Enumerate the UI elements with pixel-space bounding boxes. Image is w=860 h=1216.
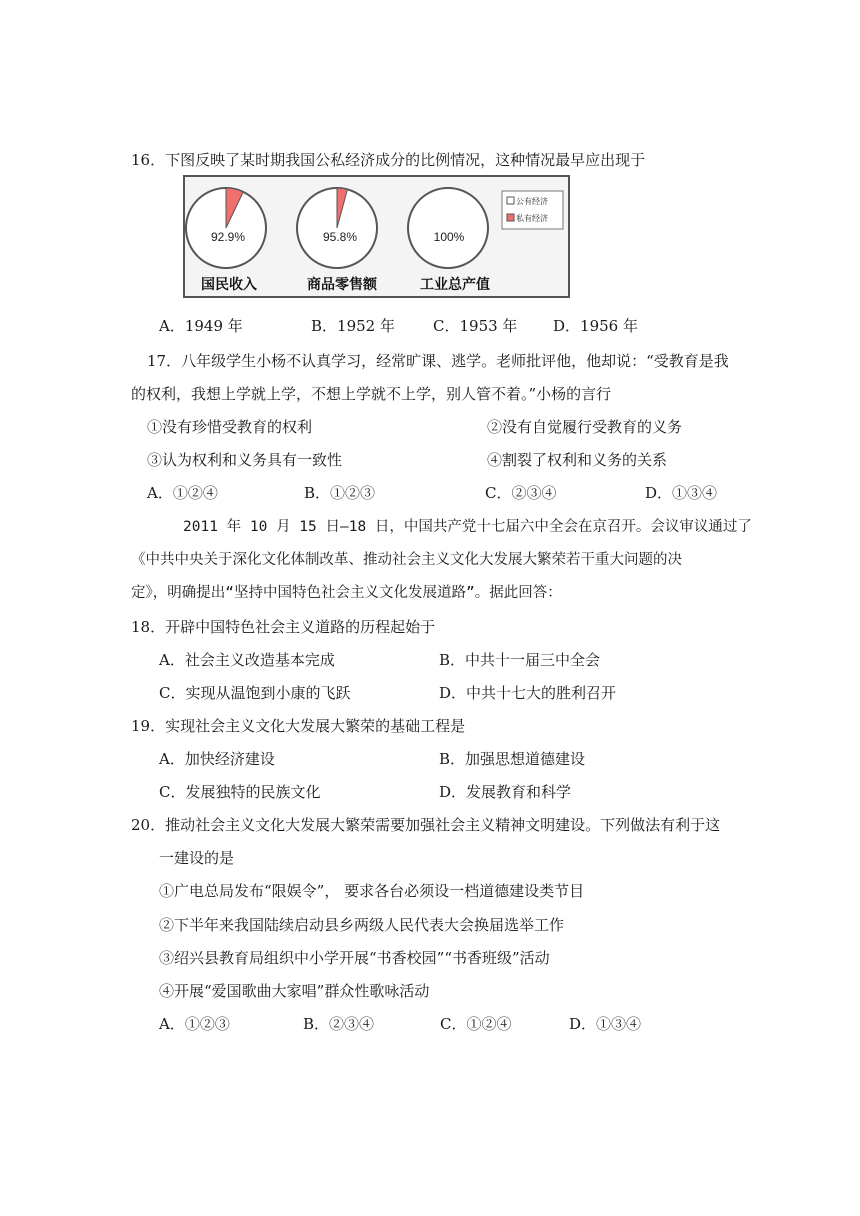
passage-line1: 2011 年 10 月 15 日—18 日，中国共产党十七届六中全会在京召开。会议审议通过了: [183, 519, 752, 535]
q16-stem: 16．下图反映了某时期我国公私经济成分的比例情况，这种情况最早应出现于: [131, 151, 646, 169]
legend-public-label: 公有经济: [516, 197, 548, 206]
economy-pie-figure: [183, 175, 570, 298]
q20-item-4: ④开展“爱国歌曲大家唱”群众性歌咏活动: [159, 982, 430, 1000]
pie-retail-sales-label: 商品零售额: [307, 277, 377, 293]
q20-option-c: C．①②④: [440, 1015, 512, 1033]
q18-stem: 18．开辟中国特色社会主义道路的历程起始于: [131, 618, 436, 636]
pie-industrial-output-public-slice: [408, 188, 488, 268]
q17-item-2: ②没有自觉履行受教育的义务: [487, 418, 683, 436]
legend-private-swatch: [507, 214, 514, 221]
legend: [502, 191, 563, 229]
q17-option-c: C．②③④: [485, 484, 557, 502]
q16-option-d: D．1956 年: [553, 317, 638, 335]
legend-public-swatch: [507, 197, 514, 204]
pie-industrial-output: [408, 188, 490, 293]
pie-national-income: [186, 188, 266, 293]
q20-stem-line1: 20．推动社会主义文化大发展大繁荣需要加强社会主义精神文明建设。下列做法有利于这: [131, 816, 721, 834]
q18-option-c: C．实现从温饱到小康的飞跃: [159, 684, 351, 702]
q18-option-b: B．中共十一届三中全会: [439, 651, 601, 669]
passage-line3: 定》，明确提出“坚持中国特色社会主义文化发展道路”。据此回答：: [131, 585, 562, 601]
q17-option-a: A．①②④: [147, 484, 218, 502]
q16-option-a: A．1949 年: [159, 317, 243, 335]
pie-national-income-value: 92.9%: [210, 230, 246, 244]
q17-item-4: ④割裂了权利和义务的关系: [487, 451, 668, 469]
q16-option-b: B．1952 年: [311, 317, 395, 335]
pie-industrial-output-label: 工业总产值: [420, 277, 490, 293]
q20-item-1: ①广电总局发布“限娱令”， 要求各台必须设一档道德建设类节目: [159, 882, 585, 900]
q19-option-b: B．加强思想道德建设: [439, 750, 586, 768]
pie-national-income-label: 国民收入: [201, 277, 257, 293]
q19-option-a: A．加快经济建设: [159, 750, 275, 768]
pie-charts: [185, 177, 568, 296]
q17-item-3: ③认为权利和义务具有一致性: [147, 451, 343, 469]
q18-option-a: A．社会主义改造基本完成: [159, 651, 335, 669]
legend-private-label: 私有经济: [516, 214, 548, 223]
q19-option-c: C．发展独特的民族文化: [159, 783, 321, 801]
q17-option-d: D．①③④: [645, 484, 718, 502]
passage-line2: 《中共中央关于深化文化体制改革、推动社会主义文化大发展大繁荣若干重大问题的决: [131, 552, 682, 568]
q20-item-3: ③绍兴县教育局组织中小学开展“书香校园”“书香班级”活动: [159, 949, 550, 967]
q17-stem-line1: 17．八年级学生小杨不认真学习，经常旷课、逃学。老师批评他，他却说：“受教育是我: [147, 352, 729, 370]
q19-stem: 19．实现社会主义文化大发展大繁荣的基础工程是: [131, 717, 466, 735]
q19-option-d: D．发展教育和科学: [439, 783, 572, 801]
q17-stem-line2: 的权利，我想上学就上学，不想上学就不上学，别人管不着。”小杨的言行: [131, 385, 612, 403]
q18-option-d: D．中共十七大的胜利召开: [439, 684, 617, 702]
q20-item-2: ②下半年来我国陆续启动县乡两级人民代表大会换届选举工作: [159, 916, 565, 934]
q20-option-d: D．①③④: [569, 1015, 642, 1033]
q20-option-b: B．②③④: [303, 1015, 375, 1033]
q17-option-b: B．①②③: [304, 484, 376, 502]
pie-industrial-output-value: 100%: [433, 230, 465, 244]
pie-retail-sales: [297, 188, 378, 293]
q20-stem-line2: 一建设的是: [159, 849, 235, 867]
pie-retail-sales-value: 95.8%: [322, 230, 358, 244]
q20-option-a: A．①②③: [159, 1015, 230, 1033]
q17-item-1: ①没有珍惜受教育的权利: [147, 418, 313, 436]
q16-option-c: C．1953 年: [433, 317, 518, 335]
